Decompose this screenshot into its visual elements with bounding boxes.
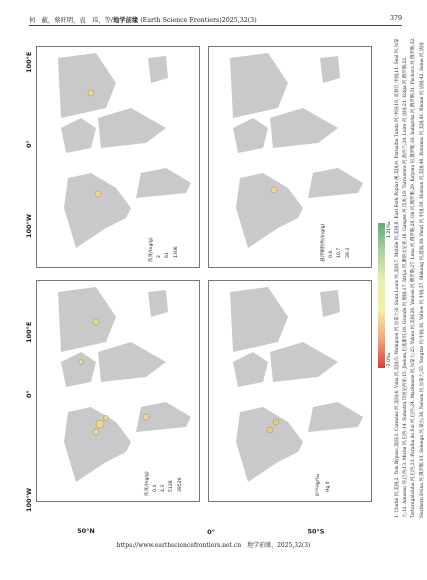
header-volume: 2025,32(3)	[221, 17, 257, 24]
legend-title-bottom-right: 悬浮颗粒物/(ng/g)	[321, 223, 326, 262]
legend-value-tr-3: 1306	[174, 246, 179, 258]
header-rule	[29, 25, 402, 26]
lon-label-100w: 100°W	[25, 488, 33, 512]
lat-label-0: 0°	[207, 528, 215, 537]
page-number: 379	[389, 15, 402, 22]
lat-label-50s: 50°S	[307, 527, 325, 536]
lon-label-100e: 100°E	[25, 321, 33, 343]
legend-value-br-2: 10.7	[337, 247, 342, 258]
header-journal-cn: 地学前缘	[112, 17, 139, 24]
header-journal-en: (Earth Science Frontiers)	[140, 17, 222, 24]
legend-title-top-right: 浓度/(ng/g)	[149, 237, 154, 262]
legend-value-tr-1: 2	[157, 255, 162, 258]
legend-value-4: 39526	[178, 477, 183, 492]
legend-value-3: 5128	[169, 480, 174, 492]
colorbar-max-label: 1.21‰	[387, 221, 392, 238]
lon-label-0: 0°	[25, 390, 33, 398]
colorbar-min-label: -3.0‰	[387, 352, 392, 368]
legend-title-bottom-left: δ²⁰²Hg/‰	[316, 473, 321, 496]
legend-value-1: 0.4	[153, 484, 158, 492]
legend-title-top-left: 浓度/(ng/g)	[145, 471, 150, 496]
lat-label-50n: 50°N	[77, 527, 95, 536]
legend-value-bl-1: Hg δ	[326, 481, 331, 492]
page-footer: https://www.earthsciencefrontiers.net.cn 地学前缘，2025,32(3)	[116, 542, 311, 549]
lon-label-0-2: 0°	[25, 140, 33, 148]
header-authors: 何 蔽，蔡旺明，袁 玮，等	[29, 17, 111, 24]
delta-hg-colorbar	[378, 223, 385, 368]
figure-sites-caption: 1. Clarke 河,美国;2. Yolo Bypass,美国;3. Carmans 河,美国;4. Yuba 河,美国;5. Wabigoon 河,加拿大;6. Saint Louis 河,美国;7. Mobile 河,美国;8. East Fork Poplar 溪,美国;9. Parnaíba Tunda 河,中国;10. 富春江,中国;11. Seal 河,加拿大;12. Amazon 河,巴西;13. Mirim 河,巴西;14. Sumatra,印度尼西亚;15. Jhelum,巴基斯坦;16. Grande 河,德国;17. Idrija 河,斯洛文尼亚;18. Ganges 河,印度;19. Tarrawera 河,新西兰;20. Loire 河,法国;21. Volga 河,俄罗斯;22. Tartarugalzinho 河,巴西;23. Paraíba do Sul 河,巴西;24. Mackenzie 河,加拿大;25. Yukon 河,美国;26. Yenisei 河,俄罗斯;27. Lena 河,俄罗斯;28. Ob 河,俄罗斯;29. Kolyma 河,俄罗斯;30. Indigirka 河,俄罗斯;31. Pechora 河,俄罗斯;32. Northern Dvina 河,俄罗斯;33. Selenga 河,蒙古;34. Nelson 河,加拿大;35. Yangtze 河,中国;36. Yellow 河,中国;37. Mekong 河,越南;38. Pearl 河,中国;39. Hudson 河,美国;40. Potomac 河,美国;41. Rhone 河,法国;42. Seine 河,法国	[395, 37, 425, 518]
lon-label-100w-2: 100°W	[25, 214, 33, 238]
legend-value-br-1: 0.6	[329, 250, 334, 258]
legend-value-2: 4.3	[161, 484, 166, 492]
legend-value-br-3: 39.3	[346, 247, 351, 258]
lon-label-100e-2: 100°E	[25, 51, 33, 73]
map-panel-bottom-right	[208, 46, 372, 268]
map-panel-top-right	[36, 46, 200, 268]
map-panel-top-left	[36, 280, 200, 502]
rotated-figure-page	[22, 28, 425, 537]
running-header: 何 蔽，蔡旺明，袁 玮，等/地学前缘 (Earth Science Frontiers)2025,32(3)	[29, 17, 257, 24]
map-panel-bottom-left	[208, 280, 372, 502]
legend-value-tr-2: 61	[165, 252, 170, 258]
page-header	[0, 0, 427, 30]
